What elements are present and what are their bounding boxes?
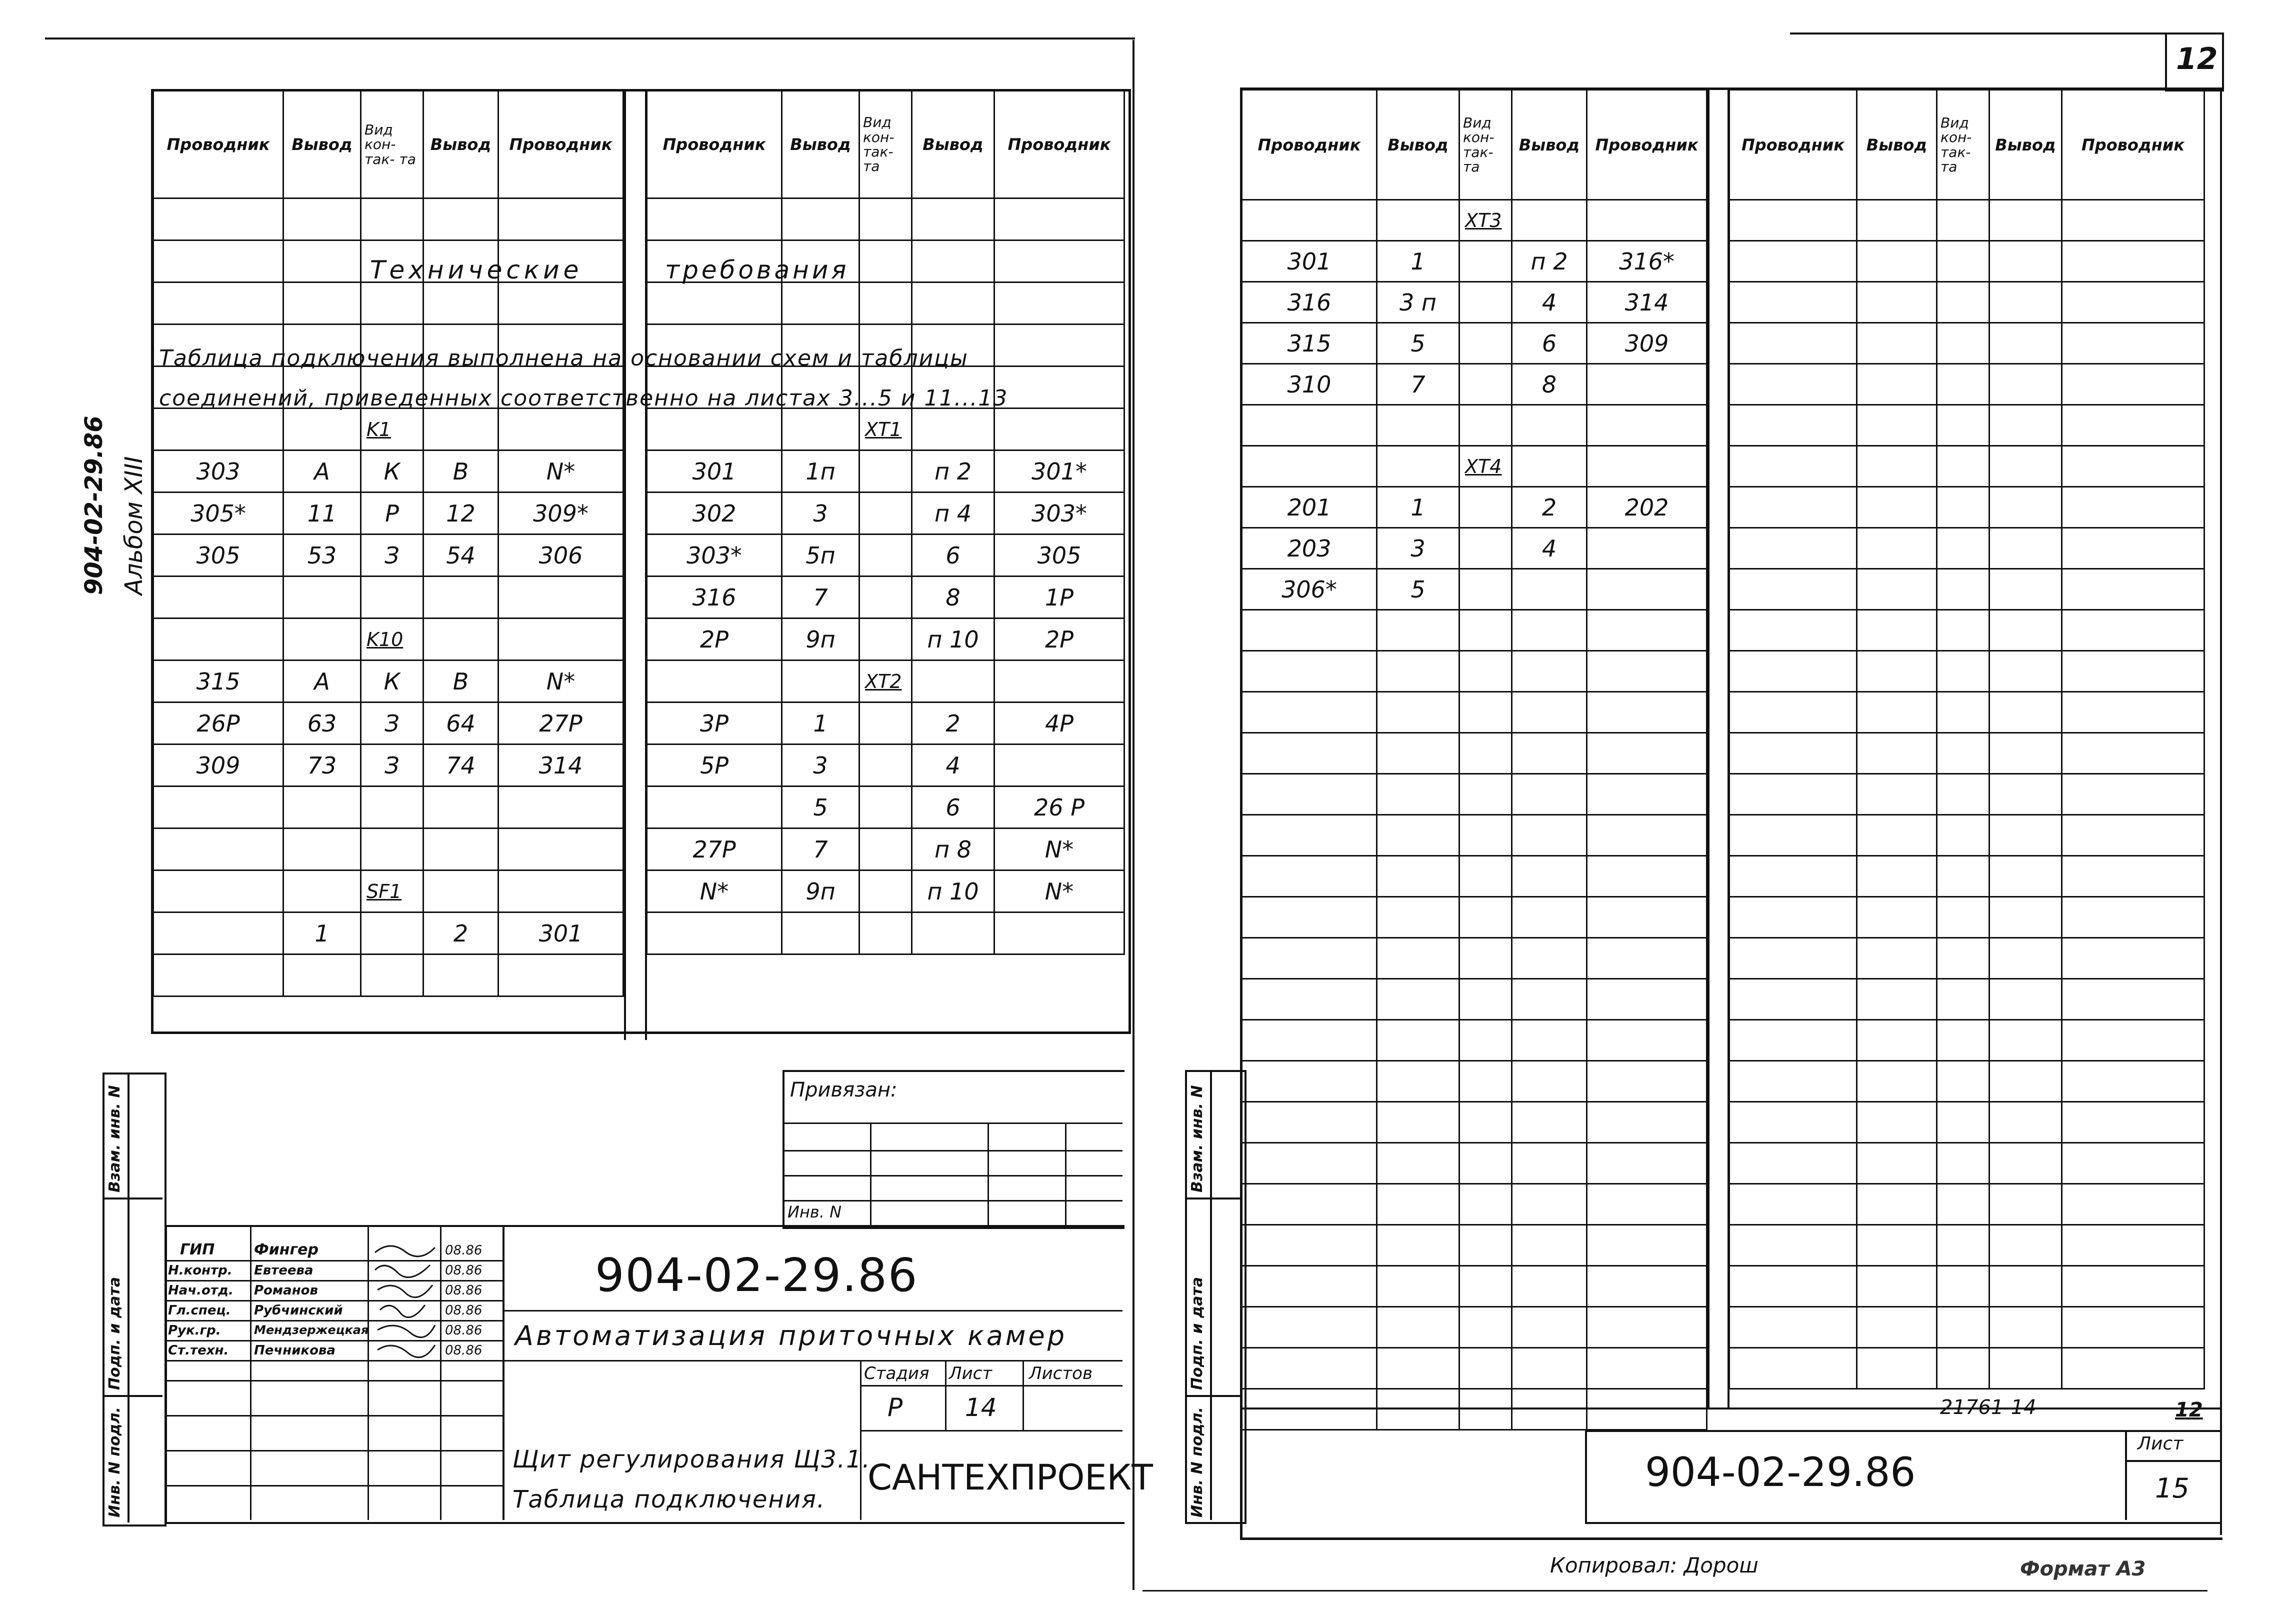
cell: 309* — [498, 492, 624, 534]
cell: 1 — [1377, 241, 1460, 282]
cell: 9п — [782, 618, 860, 660]
bottom-line — [1242, 1408, 2220, 1410]
stamp-date: 08.86 — [445, 1323, 482, 1338]
cell: 306* — [1242, 569, 1377, 610]
strip-divider — [1185, 1395, 1242, 1397]
cell: 303* — [994, 492, 1124, 534]
cell: 301 — [498, 912, 624, 954]
cell: п 10 — [912, 618, 994, 660]
cell: В — [424, 450, 498, 492]
cell: 5п — [782, 534, 860, 576]
cell: п 10 — [912, 870, 994, 912]
cell: 4Р — [994, 702, 1124, 744]
cell: п 2 — [1512, 241, 1587, 282]
hdr-conductor: Проводник — [154, 91, 284, 198]
cell: А — [284, 450, 361, 492]
device-label: XT1 — [860, 408, 912, 450]
cell: п 2 — [912, 450, 994, 492]
device-label: XT2 — [860, 660, 912, 702]
cell: 302 — [647, 492, 782, 534]
stamp-role: Гл.спец. — [168, 1303, 231, 1318]
privyazan-line — [782, 1200, 1122, 1202]
cell: 306 — [498, 534, 624, 576]
cell: 301 — [1242, 241, 1377, 282]
stamp-row — [2125, 1460, 2220, 1462]
right-doc-code: 904-02-29.86 — [1645, 1449, 1916, 1496]
cell: 6 — [912, 534, 994, 576]
cell — [361, 912, 424, 954]
format-note: Формат А3 — [2020, 1558, 2146, 1580]
right-side-label-sign: Подп. и дата — [1188, 1276, 1206, 1390]
cell: 63 — [284, 702, 361, 744]
privyazan-line — [1065, 1122, 1066, 1225]
cell: 305 — [154, 534, 284, 576]
cell: 6 — [912, 786, 994, 828]
privyazan-line — [988, 1122, 989, 1225]
stage-label: Стадия — [864, 1364, 930, 1384]
cell: 315 — [154, 660, 284, 702]
right-table-a — [1241, 89, 1708, 1430]
project-title: Автоматизация приточных камер — [515, 1320, 1068, 1352]
stamp-date: 08.86 — [445, 1343, 482, 1358]
cell: А — [284, 660, 361, 702]
cell: 303 — [154, 450, 284, 492]
cell: 53 — [284, 534, 361, 576]
cell: 74 — [424, 744, 498, 786]
stamp-role: Н.контр. — [168, 1263, 232, 1278]
stamp-role: Ст.техн. — [168, 1343, 229, 1358]
hdr-contact-type: Вид кон- так- та — [1460, 90, 1512, 200]
cell: 1 — [1377, 487, 1460, 528]
cell: N* — [647, 870, 782, 912]
left-table-a — [152, 90, 624, 997]
doc-code: 904-02-29.86 — [595, 1248, 918, 1302]
cell: п 8 — [912, 828, 994, 870]
cell: 316 — [1242, 282, 1377, 323]
cell: 5 — [1377, 323, 1460, 364]
cell: 1п — [782, 450, 860, 492]
cell: 54 — [424, 534, 498, 576]
hdr-conductor: Проводник — [1730, 90, 1857, 200]
stamp-name: Рубчинский — [254, 1303, 343, 1318]
note-line-1: Таблица подключения выполнена на основании схем и таблицы — [159, 346, 968, 371]
right-sheet-label: Лист — [2138, 1434, 2184, 1454]
stamp-col — [2125, 1430, 2127, 1520]
privyazan-line — [782, 1150, 1122, 1152]
cell: 303* — [647, 534, 782, 576]
stamp-name: Печникова — [254, 1343, 336, 1358]
stamp-name: Мендзержецкая — [254, 1323, 369, 1337]
cell: 4 — [1512, 528, 1587, 569]
tech-requirements-2: требования — [665, 256, 850, 284]
cell: 2Р — [994, 618, 1124, 660]
side-label-inv: Инв. N подл. — [106, 1406, 124, 1518]
hdr-terminal: Вывод — [1857, 90, 1937, 200]
hdr-terminal: Вывод — [424, 91, 498, 198]
page-number: 12 — [2176, 42, 2218, 76]
cell: 11 — [284, 492, 361, 534]
cell: 5 — [782, 786, 860, 828]
right-side-label-swap: Взам. инв. N — [1188, 1085, 1206, 1192]
left-table-b — [646, 90, 1125, 955]
right-side-label-inv: Инв. N подл. — [1188, 1406, 1206, 1518]
tb-col — [1022, 1360, 1024, 1430]
cell: 7 — [782, 828, 860, 870]
side-label-swap: Взам. инв. N — [106, 1085, 124, 1192]
cell: N* — [498, 450, 624, 492]
left-top-line — [45, 38, 1135, 40]
organization: САНТЕХПРОЕКТ — [868, 1457, 1153, 1498]
sheet-small: 12 — [2175, 1398, 2203, 1422]
hdr-terminal: Вывод — [1512, 90, 1587, 200]
hdr-terminal: Вывод — [1377, 90, 1460, 200]
hdr-conductor: Проводник — [994, 91, 1124, 198]
cell: 3 — [782, 744, 860, 786]
cell: 4 — [912, 744, 994, 786]
note-line-2: соединений, приведенных соответственно на листах 3...5 и 11...13 — [159, 386, 1008, 411]
tb-line — [502, 1310, 1122, 1312]
cell: 8 — [912, 576, 994, 618]
hdr-contact-type: Вид кон- так- та — [860, 91, 912, 198]
cell: 301* — [994, 450, 1124, 492]
hdr-conductor: Проводник — [1587, 90, 1707, 200]
cell: К — [361, 450, 424, 492]
privyazan-line — [782, 1175, 1122, 1176]
cell: N* — [994, 828, 1124, 870]
tb-col — [250, 1225, 252, 1520]
note-band — [154, 325, 1122, 442]
tech-requirements-1: Технические — [370, 256, 583, 284]
cell: 309 — [1587, 323, 1707, 364]
cell: п 4 — [912, 492, 994, 534]
cell: 314 — [1587, 282, 1707, 323]
cell — [994, 744, 1124, 786]
cell: 3Р — [647, 702, 782, 744]
device-label: XT4 — [1460, 446, 1512, 487]
cell: 12 — [424, 492, 498, 534]
hdr-conductor: Проводник — [647, 91, 782, 198]
left-divider — [624, 90, 626, 1040]
device-label: K10 — [361, 618, 424, 660]
cell: З — [361, 534, 424, 576]
cell: 3 — [1377, 528, 1460, 569]
hdr-conductor: Проводник — [1242, 90, 1377, 200]
cell: 305* — [154, 492, 284, 534]
tb-col — [860, 1360, 862, 1520]
sheets-label: Листов — [1029, 1364, 1093, 1384]
hdr-contact-type: Вид кон- так- та — [1937, 90, 1990, 200]
hdr-conductor: Проводник — [2062, 90, 2204, 200]
side-album: Альбом XIII — [120, 456, 148, 595]
cell: З — [361, 744, 424, 786]
sheet-value: 14 — [965, 1393, 997, 1422]
privyazan-line — [782, 1122, 1122, 1124]
tb-line — [502, 1360, 1122, 1362]
inv-n-label: Инв. N — [788, 1202, 842, 1222]
cell: 6 — [1512, 323, 1587, 364]
copied-by: Копировал: Дорош — [1550, 1553, 1758, 1578]
stamp-date: 08.86 — [445, 1283, 482, 1298]
tb-col — [502, 1225, 504, 1520]
cell: 3 — [782, 492, 860, 534]
cell: 73 — [284, 744, 361, 786]
cell: 3 п — [1377, 282, 1460, 323]
cell: 315 — [1242, 323, 1377, 364]
device-label: K1 — [361, 408, 424, 450]
cell: 1 — [782, 702, 860, 744]
cell: 26Р — [154, 702, 284, 744]
cell: 1Р — [994, 576, 1124, 618]
strip-divider — [102, 1198, 162, 1200]
cell: В — [424, 660, 498, 702]
stamp-role: Рук.гр. — [168, 1323, 221, 1338]
side-label-sign: Подп. и дата — [106, 1276, 124, 1390]
cell: 2 — [424, 912, 498, 954]
hdr-terminal: Вывод — [782, 91, 860, 198]
device-label: XT3 — [1460, 200, 1512, 241]
strip-divider — [102, 1395, 162, 1397]
right-top-line — [1790, 32, 2190, 34]
tb-col — [440, 1225, 442, 1520]
cell: 202 — [1587, 487, 1707, 528]
cell: З — [361, 702, 424, 744]
cell: 7 — [782, 576, 860, 618]
hdr-terminal: Вывод — [912, 91, 994, 198]
cell: Р — [361, 492, 424, 534]
bottom-border — [1142, 1590, 2208, 1592]
stage-value: Р — [888, 1393, 903, 1422]
cell: 310 — [1242, 364, 1377, 405]
tb-line — [860, 1430, 1122, 1432]
cell: 316 — [647, 576, 782, 618]
cell: 7 — [1377, 364, 1460, 405]
stamp-role: ГИП — [180, 1241, 215, 1258]
right-table-b — [1728, 89, 2205, 1390]
left-right-edge — [1132, 40, 1134, 1590]
cell: N* — [994, 870, 1124, 912]
hdr-conductor: Проводник — [498, 91, 624, 198]
cell: 203 — [1242, 528, 1377, 569]
cell: 201 — [1242, 487, 1377, 528]
cell: 4 — [1512, 282, 1587, 323]
tb-line — [860, 1385, 1122, 1386]
hdr-contact-type: Вид кон- так- та — [361, 91, 424, 198]
cell: К — [361, 660, 424, 702]
cell: 26 Р — [994, 786, 1124, 828]
cell: 27Р — [647, 828, 782, 870]
stamp-date: 08.86 — [445, 1263, 482, 1278]
cell: 2 — [1512, 487, 1587, 528]
tb-col — [368, 1225, 369, 1520]
strip-divider — [1185, 1198, 1242, 1200]
right-divider — [1708, 89, 1710, 1409]
right-sheet-number: 15 — [2155, 1472, 2190, 1504]
stamp-name: Романов — [254, 1283, 318, 1298]
sheet-label: Лист — [949, 1364, 992, 1384]
stamp-date: 08.86 — [445, 1243, 482, 1258]
drawing-title-2: Таблица подключения. — [512, 1486, 826, 1514]
cell: 27Р — [498, 702, 624, 744]
archive-number: 21761-14 — [1940, 1396, 2036, 1419]
cell: 305 — [994, 534, 1124, 576]
cell: 1 — [284, 912, 361, 954]
cell: 301 — [647, 450, 782, 492]
stamp-date: 08.86 — [445, 1303, 482, 1318]
stamp-role: Нач.отд. — [168, 1283, 234, 1298]
cell: 309 — [154, 744, 284, 786]
cell: 5Р — [647, 744, 782, 786]
signatures — [370, 1238, 440, 1362]
device-label: SF1 — [361, 870, 424, 912]
cell: 2 — [912, 702, 994, 744]
tb-col — [945, 1360, 946, 1430]
cell — [647, 786, 782, 828]
cell: 314 — [498, 744, 624, 786]
hdr-terminal: Вывод — [284, 91, 361, 198]
cell: 5 — [1377, 569, 1460, 610]
cell — [154, 912, 284, 954]
cell: 9п — [782, 870, 860, 912]
strip-divider — [128, 1072, 130, 1522]
cell: 316* — [1587, 241, 1707, 282]
privyazan-label: Привязан: — [790, 1078, 898, 1102]
strip-divider — [1210, 1070, 1212, 1520]
drawing-title-1: Щит регулирования Щ3.1. — [512, 1446, 871, 1474]
cell: 64 — [424, 702, 498, 744]
side-code: 904-02-29.86 — [80, 416, 108, 595]
cell: 8 — [1512, 364, 1587, 405]
cell: N* — [498, 660, 624, 702]
stamp-name: Фингер — [254, 1241, 318, 1258]
hdr-terminal: Вывод — [1990, 90, 2062, 200]
stamp-name: Евтеева — [254, 1263, 314, 1278]
privyazan-line — [870, 1122, 872, 1225]
cell: 2Р — [647, 618, 782, 660]
